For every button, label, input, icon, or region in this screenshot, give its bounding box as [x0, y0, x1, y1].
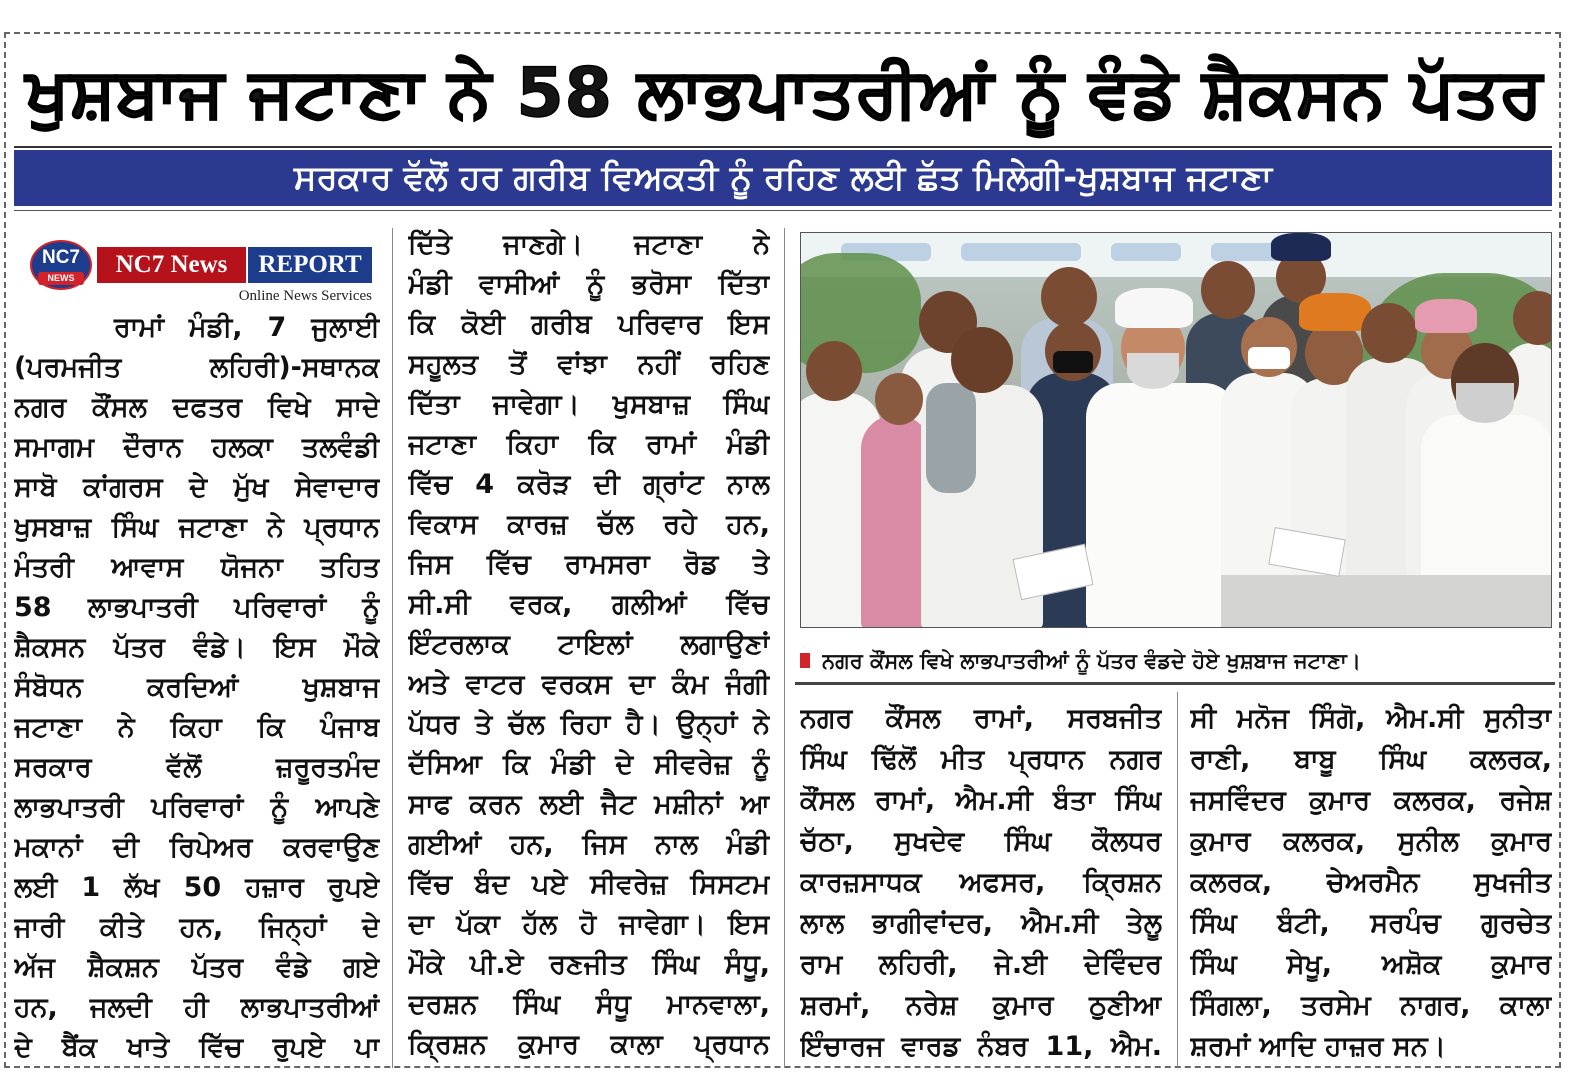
column-divider: [784, 228, 785, 1068]
article-column-3: [800, 698, 1162, 1067]
divider: [14, 210, 1552, 211]
article-column-4: [1190, 698, 1552, 1067]
article-line: ਸਿੰਘ ਢਿੱਲੋਂ ਮੀਤ ਪ੍ਰਧਾਨ ਨਗਰ: [800, 744, 1162, 775]
article-line: ਸੀ ਮਨੋਜ ਸਿੰਗੋ, ਐਮ.ਸੀ ਸੁਨੀਤਾ: [1190, 703, 1552, 734]
caption-bullet-icon: [800, 653, 810, 668]
article-line: ਦੱਸਿਆ ਕਿ ਮੰਡੀ ਦੇ ਸੀਵਰੇਜ਼ ਨੂੰ: [408, 749, 770, 780]
column-divider: [392, 228, 393, 1068]
article-line: 58 ਲਾਭਪਾਤਰੀ ਪਰਿਵਾਰਾਂ ਨੂੰ: [14, 592, 380, 623]
article-line: ਅਤੇ ਵਾਟਰ ਵਰਕਸ ਦਾ ਕੰਮ ਜੰਗੀ: [408, 669, 770, 700]
article-line: ਸਾਫ ਕਰਨ ਲਈ ਜੈਟ ਮਸ਼ੀਨਾਂ ਆ: [408, 789, 770, 820]
photo-person-beard: [1127, 353, 1179, 389]
article-line: ਖੁਸਬਾਜ਼ ਸਿੰਘ ਜਟਾਣਾ ਨੇ ਪ੍ਰਧਾਨ: [14, 512, 380, 543]
photo-person-head: [1041, 267, 1097, 327]
article-line: ਸ਼ੈਕਸਨ ਪੱਤਰ ਵੰਡੇ। ਇਸ ਮੌਕੇ: [14, 632, 380, 663]
article-line: (ਪਰਮਜੀਤ ਲਹਿਰੀ)-ਸਥਾਨਕ: [14, 352, 380, 383]
article-line: ਕ੍ਰਿਸ਼ਨ ਕੁਮਾਰ ਕਾਲਾ ਪ੍ਰਧਾਨ: [408, 1029, 770, 1060]
subheadline: ਸਰਕਾਰ ਵੱਲੋਂ ਹਰ ਗਰੀਬ ਵਿਅਕਤੀ ਨੂੰ ਰਹਿਣ ਲਈ ਛੱਤ ਮਿਲੇਗੀ-ਖੁਸ਼ਬਾਜ ਜਟਾਣਾ: [293, 158, 1273, 198]
column-divider: [1177, 692, 1178, 1067]
subheadline-banner: [14, 150, 1552, 206]
article-line: ਸਿੰਗਲਾ, ਤਰਸੇਮ ਨਾਗਰ, ਕਾਲਾ: [1190, 990, 1552, 1021]
article-line: ਸਾਬੋ ਕਾਂਗਰਸ ਦੇ ਮੁੱਖ ਸੇਵਾਦਾਰ: [14, 472, 380, 503]
article-line: ਰਾਣੀ, ਬਾਬੂ ਸਿੰਘ ਕਲਰਕ,: [1190, 744, 1552, 775]
article-line: ਸਿੰਘ ਸੇਖੂ, ਅਸ਼ੋਕ ਕੁਮਾਰ: [1190, 949, 1552, 980]
article-line: ਇੰਚਾਰਜ ਵਾਰਡ ਨੰਬਰ 11, ਐਮ.: [800, 1031, 1162, 1062]
photo-person-turban: [1415, 299, 1477, 333]
news-photo: [800, 232, 1552, 628]
article-line: ਕਾਰਜ਼ਸਾਧਕ ਅਫਸਰ, ਕ੍ਰਿਸ਼ਨ: [800, 867, 1162, 898]
photo-person-beard: [1456, 383, 1514, 423]
article-line: ਜਿਸ ਵਿੱਚ ਰਾਮਸਰਾ ਰੋਡ ਤੇ: [408, 549, 770, 580]
photo-banner-mark: [961, 243, 1081, 261]
article-line: ਇੰਟਰਲਾਕ ਟਾਇਲਾਂ ਲਗਾਉਣਾਂ: [408, 629, 770, 660]
article-line: ਦਿੱਤਾ ਜਾਵੇਗਾ। ਖੁਸਬਾਜ਼ ਸਿੰਘ: [408, 389, 770, 420]
photo-towel: [926, 383, 976, 493]
photo-person-turban: [1115, 288, 1193, 328]
logo-tagline: Online News Services: [238, 288, 372, 304]
article-column-2: [408, 225, 770, 1065]
article-line: ਗਈਆਂ ਹਨ, ਜਿਸ ਨਾਲ ਮੰਡੀ: [408, 829, 770, 860]
photo-person-turban: [1271, 233, 1331, 261]
article-line: ਨਗਰ ਕੌਂਸਲ ਰਾਮਾਂ, ਸਰਬਜੀਤ: [800, 703, 1162, 734]
nc7-badge-logo: [30, 240, 92, 290]
article-line: ਚੱਠਾ, ਸੁਖਦੇਵ ਸਿੰਘ ਕੌਲਧਰ: [800, 826, 1162, 857]
divider: [14, 146, 1552, 148]
article-line: ਲਾਭਪਾਤਰੀ ਪਰਿਵਾਰਾਂ ਨੂੰ ਆਪਣੇ: [14, 792, 380, 823]
article-line: ਕੁਮਾਰ ਕਲਰਕ, ਸੁਨੀਲ ਕੁਮਾਰ: [1190, 826, 1552, 857]
article-line: ਸਮਾਗਮ ਦੌਰਾਨ ਹਲਕਾ ਤਲਵੰਡੀ: [14, 432, 380, 463]
article-line: ਰਾਮ ਲਹਿਰੀ, ਜੇ.ਈ ਦੇਵਿੰਦਰ: [800, 949, 1162, 980]
photo-person-head: [1201, 261, 1255, 319]
article-line: ਨਗਰ ਕੌਂਸਲ ਦਫਤਰ ਵਿਖੇ ਸਾਦੇ: [14, 392, 380, 423]
article-line: ਵਿਕਾਸ ਕਾਰਜ਼ ਚੱਲ ਰਹੇ ਹਨ,: [408, 509, 770, 540]
article-line: ਸਰਕਾਰ ਵੱਲੋਂ ਜ਼ਰੂਰਤਮੰਦ: [14, 752, 380, 783]
photo-person-turban: [1299, 293, 1371, 331]
article-line: ਸ਼ਰਮਾਂ ਆਦਿ ਹਾਜ਼ਰ ਸਨ।: [1190, 1031, 1446, 1062]
photo-face-mask: [1053, 351, 1093, 373]
article-line: ਮੰਡੀ ਵਾਸੀਆਂ ਨੂੰ ਭਰੋਸਾ ਦਿੱਤਾ: [408, 269, 770, 300]
article-line: ਮਕਾਨਾਂ ਦੀ ਰਿਪੇਅਰ ਕਰਵਾਉਣ: [14, 832, 380, 863]
caption-text: ਨਗਰ ਕੌਂਸਲ ਵਿਖੇ ਲਾਭਪਾਤਰੀਆਂ ਨੂੰ ਪੱਤਰ ਵੰਡਦੇ ਹੋਏ ਖੁਸ਼ਬਾਜ ਜਟਾਣਾ।: [822, 649, 1361, 673]
badge-bottom-text: NEWS: [38, 272, 84, 285]
article-line: ਜਾਰੀ ਕੀਤੇ ਹਨ, ਜਿਨ੍ਹਾਂ ਦੇ: [14, 912, 380, 943]
article-line: ਸ਼ਰਮਾਂ, ਨਰੇਸ਼ ਕੁਮਾਰ ਠੁਣੀਆ: [800, 990, 1162, 1021]
article-line: ਵਿੱਚ ਬੰਦ ਪਏ ਸੀਵਰੇਜ਼ ਸਿਸਟਮ: [408, 869, 770, 900]
article-line: ਸੀ.ਸੀ ਵਰਕ, ਗਲੀਆਂ ਵਿੱਚ: [408, 589, 770, 620]
article-line: ਸਹੂਲਤ ਤੋਂ ਵਾਂਝਾ ਨਹੀਂ ਰਹਿਣ: [408, 349, 770, 380]
article-line: ਜਟਾਣਾ ਨੇ ਕਿਹਾ ਕਿ ਪੰਜਾਬ: [14, 712, 380, 743]
photo-banner-mark: [1111, 243, 1181, 261]
photo-person-head: [951, 327, 1013, 393]
article-line: ਮੌਕੇ ਪੀ.ਏ ਰਣਜੀਤ ਸਿੰਘ ਸੰਧੂ,: [408, 949, 770, 980]
article-line: ਪੱਧਰ ਤੇ ਚੱਲ ਰਿਹਾ ਹੈ। ਉਨ੍ਹਾਂ ਨੇ: [408, 709, 770, 740]
news-logo: [28, 238, 374, 306]
badge-top-text: NC7: [41, 247, 80, 268]
photo-caption: [800, 646, 1552, 676]
article-line: ਹਨ, ਜਲਦੀ ਹੀ ਲਾਭਪਾਤਰੀਆਂ: [14, 992, 380, 1023]
article-line: ਦਾ ਪੱਕਾ ਹੱਲ ਹੋ ਜਾਵੇਗਾ। ਇਸ: [408, 909, 770, 940]
photo-person-head: [875, 373, 923, 425]
caption-divider: [795, 682, 1555, 685]
article-line: ਮੰਤਰੀ ਆਵਾਸ ਯੋਜਨਾ ਤਹਿਤ: [14, 552, 380, 583]
article-line: ਅੱਜ ਸ਼ੈਕਸ਼ਨ ਪੱਤਰ ਵੰਡੇ ਗਏ: [14, 952, 380, 983]
article-line: ਸਿੰਘ ਬੰਟੀ, ਸਰਪੰਚ ਗੁਰਚੇਤ: [1190, 908, 1552, 939]
headline: ਖੁਸ਼ਬਾਜ ਜਟਾਣਾ ਨੇ 58 ਲਾਭਪਾਤਰੀਆਂ ਨੂੰ ਵੰਡੇ ਸ਼ੈਕਸਨ ਪੱਤਰ: [25, 54, 1544, 133]
article-line: ਲਈ 1 ਲੱਖ 50 ਹਜ਼ਾਰ ਰੁਪਏ: [14, 872, 380, 903]
article-line: ਦਰਸ਼ਨ ਸਿੰਘ ਸੰਧੂ ਮਾਨਵਾਲਾ,: [408, 989, 770, 1020]
article-line: ਜਟਾਣਾ ਕਿਹਾ ਕਿ ਰਾਮਾਂ ਮੰਡੀ: [408, 429, 770, 460]
article-line: ਲਾਲ ਭਾਗੀਵਾਂਦਰ, ਐਮ.ਸੀ ਤੇਲੂ: [800, 908, 1162, 939]
article-line: ਜਸਵਿੰਦਰ ਕੁਮਾਰ ਕਲਰਕ, ਰਜੇਸ਼: [1190, 785, 1552, 816]
article-line: ਕਲਰਕ, ਚੇਅਰਮੈਨ ਸੁਖਜੀਤ: [1190, 867, 1552, 898]
photo-person-head: [806, 341, 862, 401]
article-line: ਵਿੱਚ 4 ਕਰੋੜ ਦੀ ਗ੍ਰਾਂਟ ਨਾਲ: [408, 469, 770, 500]
dateline: ਰਾਮਾਂ ਮੰਡੀ, 7 ਜੁਲਾਈ: [114, 312, 380, 343]
report-label: REPORT: [248, 247, 372, 283]
photo-table: [1221, 575, 1552, 628]
photo-person: [1086, 383, 1238, 628]
brand-name: NC7 News: [97, 247, 246, 283]
article-line: ਦੇ ਬੈਂਕ ਖਾਤੇ ਵਿੱਚ ਰੁਪਏ ਪਾ: [14, 1032, 380, 1063]
article-line: ਦਿੱਤੇ ਜਾਣਗੇ। ਜਟਾਣਾ ਨੇ: [408, 229, 770, 260]
photo-face-mask: [1248, 347, 1290, 369]
article-line: ਕੌਂਸਲ ਰਾਮਾਂ, ਐਮ.ਸੀ ਬੰਤਾ ਸਿੰਘ: [800, 785, 1162, 816]
article-line: ਸੰਬੋਧਨ ਕਰਦਿਆਂ ਖੁਸ਼ਬਾਜ: [14, 672, 380, 703]
article-column-1: [14, 308, 380, 1068]
article-line: ਕਿ ਕੋਈ ਗਰੀਬ ਪਰਿਵਾਰ ਇਸ: [408, 309, 770, 340]
photo-person-head: [1361, 303, 1417, 363]
